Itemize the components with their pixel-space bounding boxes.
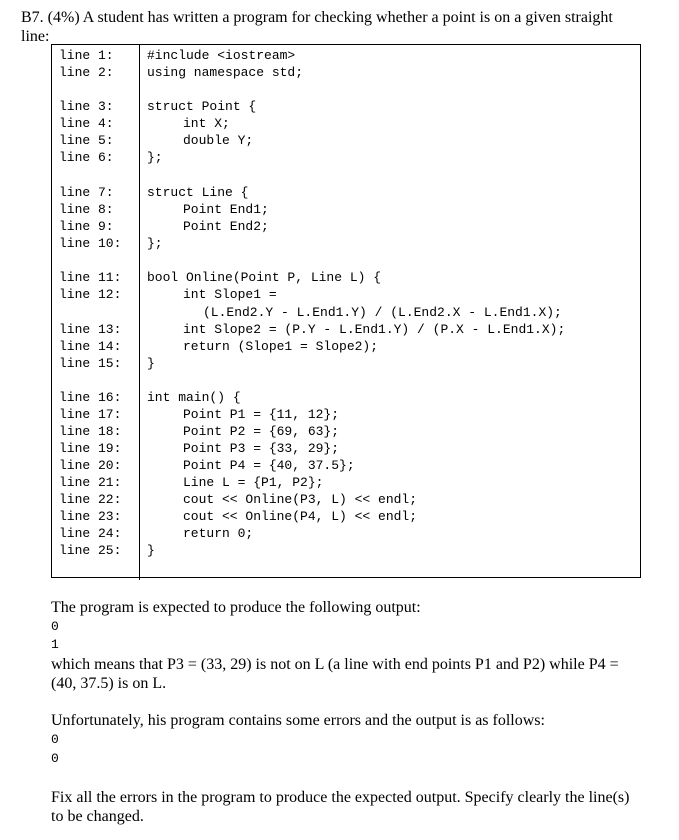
line-label: line 4: <box>59 116 114 131</box>
code-line-continuation: (L.End2.Y - L.End1.Y) / (L.End2.X - L.End1.X); <box>203 305 562 320</box>
expected-explanation-1: which means that P3 = (33, 29) is not on L (a line with end points P1 and P2) while P4 = <box>51 656 619 673</box>
code-line: int Slope1 = <box>183 287 277 302</box>
code-line: }; <box>147 150 163 165</box>
line-label: line 11: <box>59 270 122 285</box>
code-line: cout << Online(P3, L) << endl; <box>183 492 418 507</box>
code-line: struct Line { <box>147 185 249 200</box>
actual-output-line: 0 <box>51 732 59 747</box>
expected-output-line: 0 <box>51 619 59 634</box>
question-heading <box>21 8 661 46</box>
line-label: line 10: <box>59 236 122 251</box>
line-label: line 6: <box>59 150 114 165</box>
heading-line-2: line: <box>21 28 50 45</box>
line-label: line 12: <box>59 287 122 302</box>
code-line: }; <box>147 236 163 251</box>
actual-output-line: 0 <box>51 751 59 766</box>
line-label: line 2: <box>59 65 114 80</box>
line-label: line 24: <box>59 526 122 541</box>
code-line: bool Online(Point P, Line L) { <box>147 270 382 285</box>
code-column-divider <box>139 44 140 580</box>
code-line: #include <iostream> <box>147 48 296 63</box>
line-label: line 22: <box>59 492 122 507</box>
code-line: } <box>147 356 155 371</box>
code-line: return 0; <box>183 526 254 541</box>
code-line: Point P3 = {33, 29}; <box>183 441 340 456</box>
code-line: cout << Online(P4, L) << endl; <box>183 509 418 524</box>
heading-line-1: B7. (4%) A student has written a program for checking whether a point is on a given straight <box>21 9 613 26</box>
code-line: using namespace std; <box>147 65 304 80</box>
code-line: Point P4 = {40, 37.5}; <box>183 458 355 473</box>
code-line: int X; <box>183 116 230 131</box>
line-label: line 16: <box>59 390 122 405</box>
line-label: line 8: <box>59 202 114 217</box>
expected-intro: The program is expected to produce the following output: <box>51 599 421 616</box>
code-line: return (Slope1 = Slope2); <box>183 339 379 354</box>
line-label: line 21: <box>59 475 122 490</box>
line-label: line 18: <box>59 424 122 439</box>
code-line: double Y; <box>183 133 254 148</box>
line-label: line 9: <box>59 219 114 234</box>
task-instruction-1: Fix all the errors in the program to produce the expected output. Specify clearly the line(s) <box>51 789 630 806</box>
code-line: int main() { <box>147 390 241 405</box>
line-label: line 14: <box>59 339 122 354</box>
line-label: line 15: <box>59 356 122 371</box>
code-line: Point End2; <box>183 219 269 234</box>
line-label: line 5: <box>59 133 114 148</box>
line-label: line 7: <box>59 185 114 200</box>
line-label: line 19: <box>59 441 122 456</box>
line-label: line 13: <box>59 322 122 337</box>
task-instruction-2: to be changed. <box>51 808 144 825</box>
line-label: line 1: <box>59 48 114 63</box>
actual-intro: Unfortunately, his program contains some errors and the output is as follows: <box>51 712 545 729</box>
code-line: Point P2 = {69, 63}; <box>183 424 340 439</box>
line-label: line 25: <box>59 543 122 558</box>
code-line: Point P1 = {11, 12}; <box>183 407 340 422</box>
expected-output-line: 1 <box>51 637 59 652</box>
expected-explanation-2: (40, 37.5) is on L. <box>51 675 167 692</box>
code-line: } <box>147 543 155 558</box>
line-label: line 17: <box>59 407 122 422</box>
line-label: line 23: <box>59 509 122 524</box>
line-label: line 20: <box>59 458 122 473</box>
line-label: line 3: <box>59 99 114 114</box>
code-line: Point End1; <box>183 202 269 217</box>
code-line: int Slope2 = (P.Y - L.End1.Y) / (P.X - L.End1.X); <box>183 322 566 337</box>
code-line: struct Point { <box>147 99 257 114</box>
code-line: Line L = {P1, P2}; <box>183 475 324 490</box>
